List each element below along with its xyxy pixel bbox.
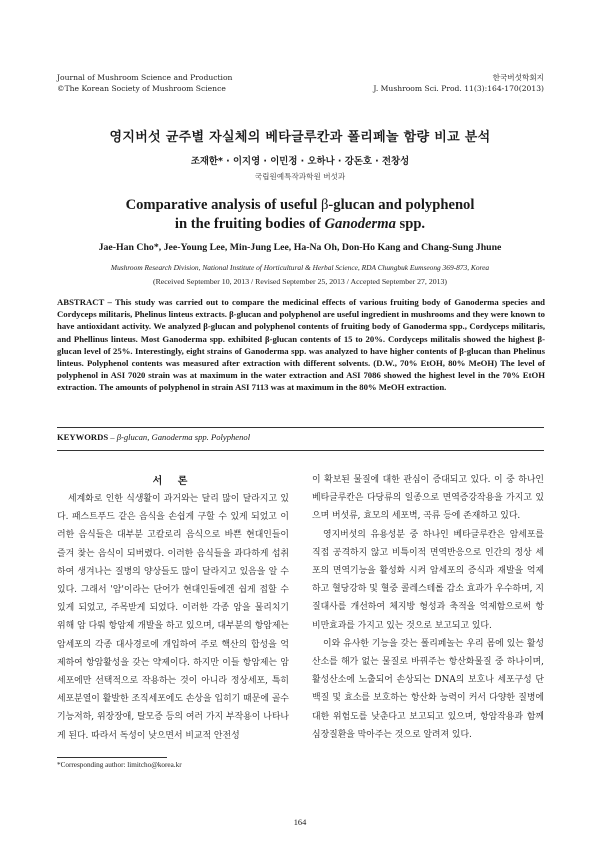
authors-korean: 조재한* · 이지영 · 이민정 · 오하나 · 강돈호 · 전창성 [190, 156, 410, 167]
paragraph: 이와 유사한 기능을 갖는 폴리페놀는 우리 몸에 있는 활성산소를 해가 없는 물질로 바꿔주는 항산화물질 중 하나이며, 활성산소에 노출되어 손상되는 DNA의 보호나 세포구성 단백질 및 효소를 보호하는 항산화 능력이 커서 다양한 질병에 대한 위험도를 낮춘다고 보고되고 있으며, 항암작용과 함께 심장질환을 막아주는 것으로 알려져 있다. [312, 638, 544, 740]
divider-bottom [57, 450, 544, 451]
title-en-part: spp. [395, 216, 426, 232]
title-en-beta: β [320, 197, 329, 213]
journal-name-en: Journal of Mushroom Science and Production [57, 73, 233, 82]
abstract [57, 296, 545, 394]
body-column-right [312, 471, 544, 744]
abstract-label: ABSTRACT [57, 297, 105, 307]
society-copyright: ©The Korean Society of Mushroom Science [57, 84, 226, 93]
divider-top [57, 427, 544, 428]
keywords-value: – β-glucan, Ganoderma spp. Polyphenol [108, 432, 251, 442]
footnote-divider [57, 757, 167, 758]
paragraph: 세계화로 인한 식생활이 과거와는 달리 많이 달라지고 있다. 패스트푸드 같은 음식을 손쉽게 구할 수 있게 되었고 이러한 음식들은 대부분 고칼로리 음식으로 바쁜 현대인들이 즐겨 찾는 음식이 되버렸다. 이러한 음식들을 과다하게 섭취하여 생겨나는 질병의 양상들도 많이 달라지고 있음을 알 수 있다. 그래서 '암'이라는 단어가 현대인들에겐 쉽게 접할 수 있게 되었고, 주목받게 되었다. 이러한 각종 암을 물리치기 위해 암 다뤄 항암제 개발을 하고 있으며, 대부분의 항암제는 암세포의 각종 대사경로에 개입하여 주로 핵산의 합성을 억제하여 항암활성을 갖는 약제이다. 하지만 이들 항암제는 암세포에만 선택적으로 작용하는 것이 아니라 정상세포, 특히 세포분열이 활발한 조직세포에도 손상을 입히기 때문에 골수기능저하, 위장장애, 탈모증 등의 여러 가지 부작용이 나타나게 된다. 따라서 독성이 낮으면서 비교적 안전성 [57, 494, 289, 741]
keywords-label: KEYWORDS [57, 432, 109, 442]
abstract-text: – This study was carried out to compare the medicinal effects of various fruiting body of Ganoderma species and Cordyceps militaris, Phelinus linteus extracts. β-glucan and polyphenol are useful ingredient in mushrooms and they were known to have antioxidant activity. We analyzed β-glucan and polyphenol contents of fruiting body of Ganoderma spp., Cordyceps militaris, and Phellinus linteus. Most Ganoderma spp. exhibited β-glucan contents of 15 to 20%. Cordyceps militalis showed the highest β-glucan level of 25%. Interestingly, eight strains of Ganoderma spp. was analyzed to have higher contents of β-glucan than Phelinus linteus. Polyphenol contents was measured after extraction with different solvents. (D.W., 70% EtOH, 80% MeOH) The level of polyphenol in ASI 7020 strain was at maximum in the water extraction and ASI 7086 showed the highest level in the 70% EtOH extraction. The amounts of polyphenol in strain ASI 7113 was at maximum in the 80% MeOH extraction. [57, 297, 545, 393]
title-en-part: -glucan and polyphenol [328, 197, 475, 213]
body-column-left [57, 490, 289, 745]
section-heading-introduction: 서 론 [152, 476, 194, 487]
paragraph: 영지버섯의 유용성분 중 하나인 베타글루칸은 암세포를 직접 공격하지 않고 비특이적 면역반응으로 인간의 정상 세포의 면역기능을 활성화 시켜 암세포의 증식과 재발을 억제하고 혈당강하 및 혈중 콜레스테롤 감소 효과가 우수하며, 지질대사를 개선하여 체지방 형성과 축적을 억제함으로써 항 비만효과를 가지고 있는 것으로 보고되고 있다. [312, 529, 544, 631]
keywords [57, 432, 250, 442]
journal-name-ko: 한국버섯학회지 [492, 73, 544, 82]
authors-english: Jae-Han Cho*, Jee-Young Lee, Min-Jung Lee, Ha-Na Oh, Don-Ho Kang and Chang-Sung Jhune [98, 242, 502, 253]
running-header-right [373, 72, 544, 94]
title-english [0, 196, 600, 234]
journal-citation: J. Mushroom Sci. Prod. 11(3):164-170(2013) [373, 84, 544, 93]
title-en-part: Comparative analysis of useful [125, 197, 321, 213]
affiliation-english: Mushroom Research Division, National Institute of Horticultural & Herbal Science, RDA Chungbuk Eumseong 369-873, Korea [110, 263, 490, 272]
footnote-corresponding-author: *Corresponding author: limitcho@korea.kr [57, 761, 182, 769]
title-en-part: in the fruiting bodies of [174, 216, 325, 232]
running-header-left [57, 72, 232, 94]
paragraph: 이 확보된 물질에 대한 관심이 증대되고 있다. 이 중 하나인 베타글루칸은 다당류의 일종으로 면역증강작용을 가지고 있으며 버섯류, 효모의 세포벽, 곡류 등에 존재하고 있다. [312, 475, 544, 522]
title-korean: 영지버섯 균주별 자실체의 베타글루칸과 폴리페놀 함량 비교 분석 [109, 130, 491, 145]
received-dates: (Received September 10, 2013 / Revised September 25, 2013 / Accepted September 27, 2013) [152, 277, 448, 286]
affiliation-korean: 국립원예특작과학원 버섯과 [254, 172, 346, 181]
page-number: 164 [293, 818, 307, 827]
title-en-genus: Ganoderma [324, 216, 396, 232]
